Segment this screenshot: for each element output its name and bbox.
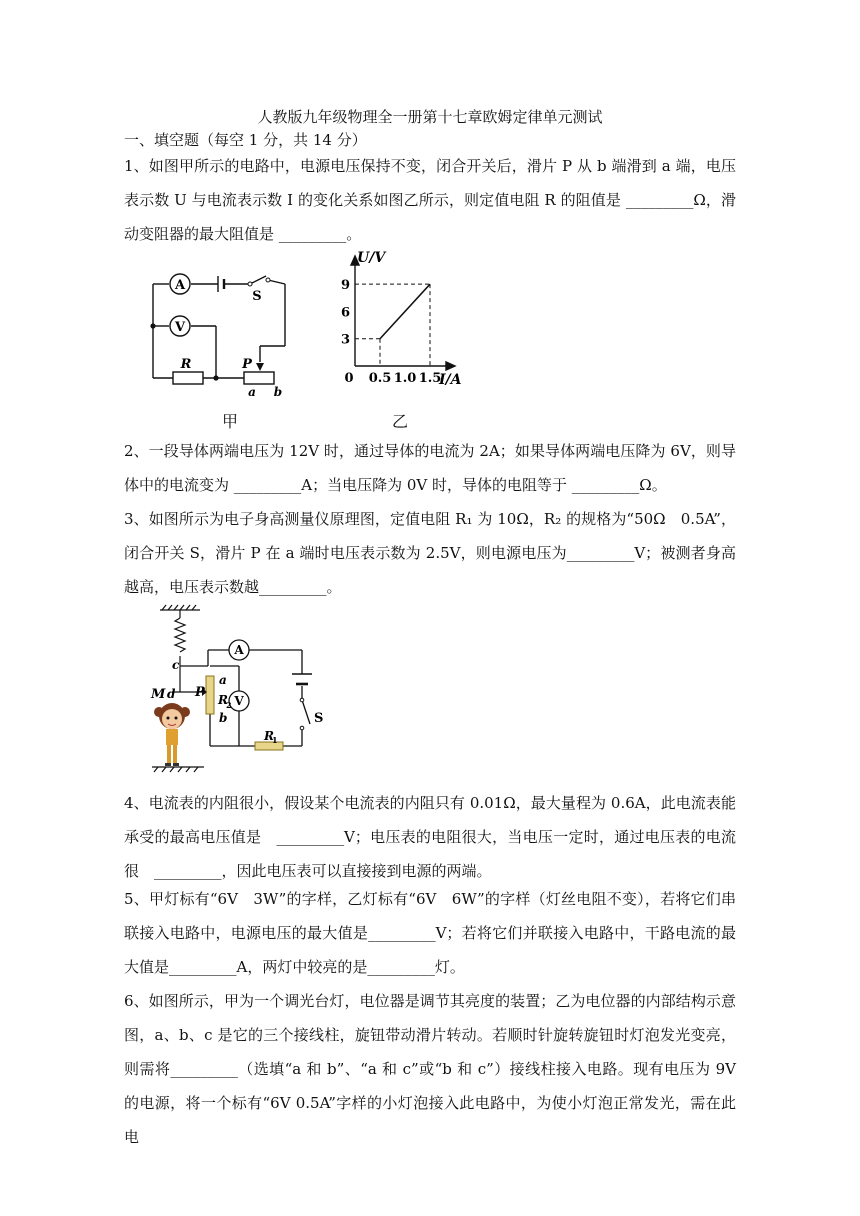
girl-figure (154, 703, 190, 766)
ammeter2-label: A (234, 643, 244, 657)
caption-jia: 甲 (222, 412, 239, 431)
question-6: 6、如图所示，甲为一个调光台灯，电位器是调节其亮度的装置；乙为电位器的内部结构示意图，a、b、c 是它的三个接线柱，旋钮带动滑片转动。若顺时针旋转旋钮时灯泡发光变亮，则需将_________（选填“a 和 b”、“a 和 c”或“b 和 c”）接线柱接入电路。现有电压为 9V 的电源，将一个标有“6V 0.5A”字样的小灯泡接入此电路中，为使小灯泡正常发光，需在此电 (124, 992, 736, 1146)
page-title: 人教版九年级物理全一册第十七章欧姆定律单元测试 (257, 108, 603, 126)
graph-xlabel: I/A (439, 372, 462, 388)
voltmeter2-label: V (234, 694, 244, 708)
label-R1-sub: 1 (272, 735, 278, 745)
question-4: 4、电流表的内阻很小，假设某个电流表的内阻只有 0.01Ω，最大量程为 0.6A，此电流表能承受的最高电压值是 _________V；电压表的电阻很大，当电压一定时，通过电压表的电流很 _________，因此电压表可以直接接到电源的两端。 (124, 794, 736, 880)
x-tick-label: 0.5 (368, 371, 392, 386)
graph-origin: 0 (344, 371, 354, 386)
end-b-label: b (273, 385, 283, 399)
label-M: M (151, 687, 166, 702)
y-tick-label: 6 (340, 305, 350, 321)
section-heading: 一、填空题（每空 1 分，共 14 分） (124, 131, 367, 149)
label-R2: R (218, 693, 228, 707)
end-a-label: a (248, 385, 256, 399)
caption-yi: 乙 (392, 412, 409, 431)
x-tick-label: 1.0 (393, 371, 417, 386)
slider-label: P (242, 357, 252, 372)
label-a: a (219, 673, 227, 687)
label-c: c (172, 658, 180, 672)
figure1-circuit (140, 262, 300, 402)
y-tick-label: 9 (340, 278, 350, 294)
series-line (380, 284, 430, 339)
label-d: d (167, 687, 176, 701)
y-tick-label: 3 (340, 332, 350, 348)
figure1-graph (335, 250, 475, 392)
question-3: 3、如图所示为电子身高测量仪原理图，定值电阻 R₁ 为 10Ω，R₂ 的规格为“50Ω 0.5A”，闭合开关 S，滑片 P 在 a 端时电压表示数为 2.5V，则电源电压为_________V；被测者身高越高，电压表示数越_________。 (124, 510, 736, 596)
graph-ylabel: U/V (357, 250, 386, 266)
figure2-height-circuit (142, 604, 342, 774)
x-tick-label: 1.5 (418, 371, 442, 386)
label-R2-sub: 2 (226, 700, 232, 710)
voltmeter-label: V (174, 320, 186, 335)
label-P: P (195, 685, 205, 700)
label-R1: R (264, 729, 274, 743)
resistor-label: R (180, 357, 192, 372)
question-1: 1、如图甲所示的电路中，电源电压保持不变，闭合开关后，滑片 P 从 b 端滑到 a 端，电压表示数 U 与电流表示数 I 的变化关系如图乙所示，则定值电阻 R 的阻值是 _________Ω，滑动变阻器的最大阻值是 _________。 (124, 157, 736, 243)
ammeter-label: A (174, 278, 186, 293)
switch-label: S (252, 289, 262, 304)
question-2: 2、一段导体两端电压为 12V 时，通过导体的电流为 2A；如果导体两端电压降为 6V，则导体中的电流变为 _________A；当电压降为 0V 时，导体的电阻等于 _________Ω。 (124, 442, 736, 494)
label-b: b (219, 711, 228, 725)
switch2-label: S (314, 711, 324, 726)
question-5: 5、甲灯标有“6V 3W”的字样，乙灯标有“6V 6W”的字样（灯丝电阻不变），若将它们串联接入电路中，电源电压的最大值是_________V；若将它们并联接入电路中，干路电流的最大值是_________A，两灯中较亮的是_________灯。 (124, 890, 736, 976)
